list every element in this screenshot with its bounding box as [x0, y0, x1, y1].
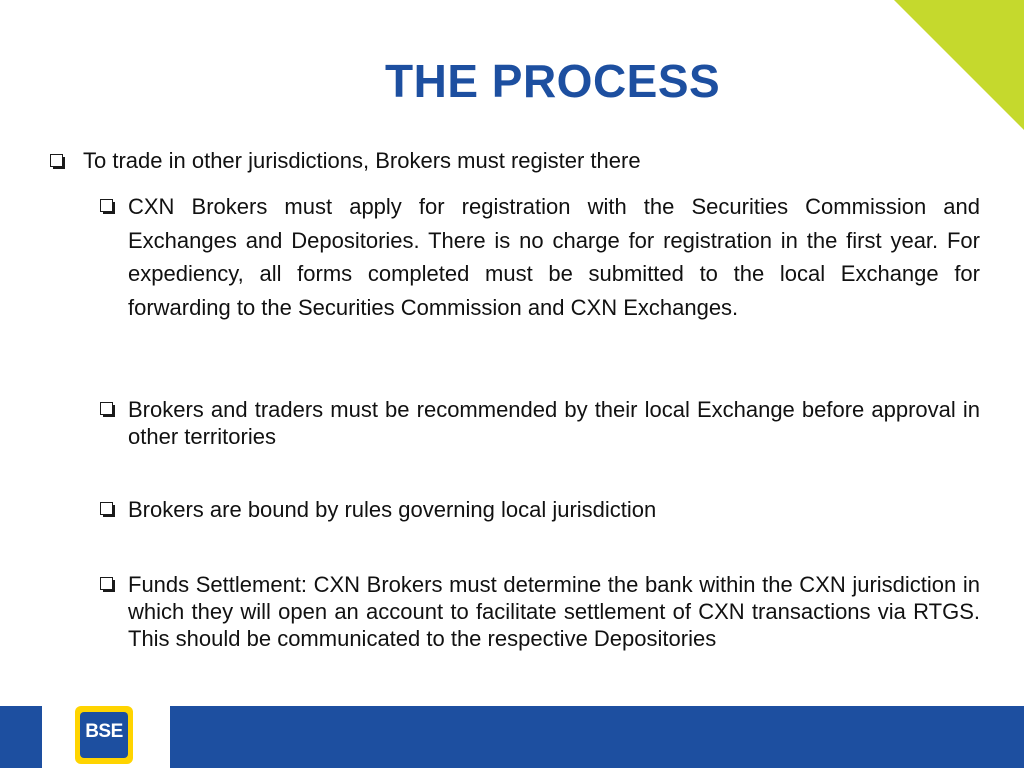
- footer-bar-right: [170, 706, 1024, 768]
- main-bullet-text: To trade in other jurisdictions, Brokers must register there: [83, 148, 641, 173]
- slide-title: THE PROCESS: [385, 55, 721, 107]
- sub-bullet-rules: [100, 496, 980, 523]
- sub-bullet-text: CXN Brokers must apply for registration with the Securities Commission and Exchanges and Depositories. There is no charge for registration in the first year. For expediency, all forms completed must be submitted to the local Exchange for forwarding to the Securities Commission and CXN Exchanges.: [128, 194, 980, 321]
- sub-bullet-text: Funds Settlement: CXN Brokers must determine the bank within the CXN jurisdiction in which they will open an account to facilitate settlement of CXN transactions via RTGS. This should be communicated to the respective Depositories: [128, 572, 980, 651]
- sub-bullet-registration: [100, 190, 980, 325]
- checkbox-bullet-icon: [100, 402, 115, 417]
- bse-logo: [75, 706, 133, 764]
- checkbox-bullet-icon: [50, 154, 65, 169]
- sub-bullet-text: Brokers and traders must be recommended by their local Exchange before approval in other territories: [128, 397, 980, 449]
- footer-bar: [0, 706, 1024, 768]
- sub-bullet-text: Brokers are bound by rules governing local jurisdiction: [128, 497, 657, 522]
- checkbox-bullet-icon: [100, 199, 115, 214]
- corner-decoration: [894, 0, 1024, 130]
- checkbox-bullet-icon: [100, 577, 115, 592]
- sub-bullet-recommendation: [100, 396, 980, 450]
- checkbox-bullet-icon: [100, 502, 115, 517]
- sub-bullet-settlement: [100, 571, 980, 652]
- footer-bar-left: [0, 706, 42, 768]
- logo-text: BSE: [85, 721, 123, 742]
